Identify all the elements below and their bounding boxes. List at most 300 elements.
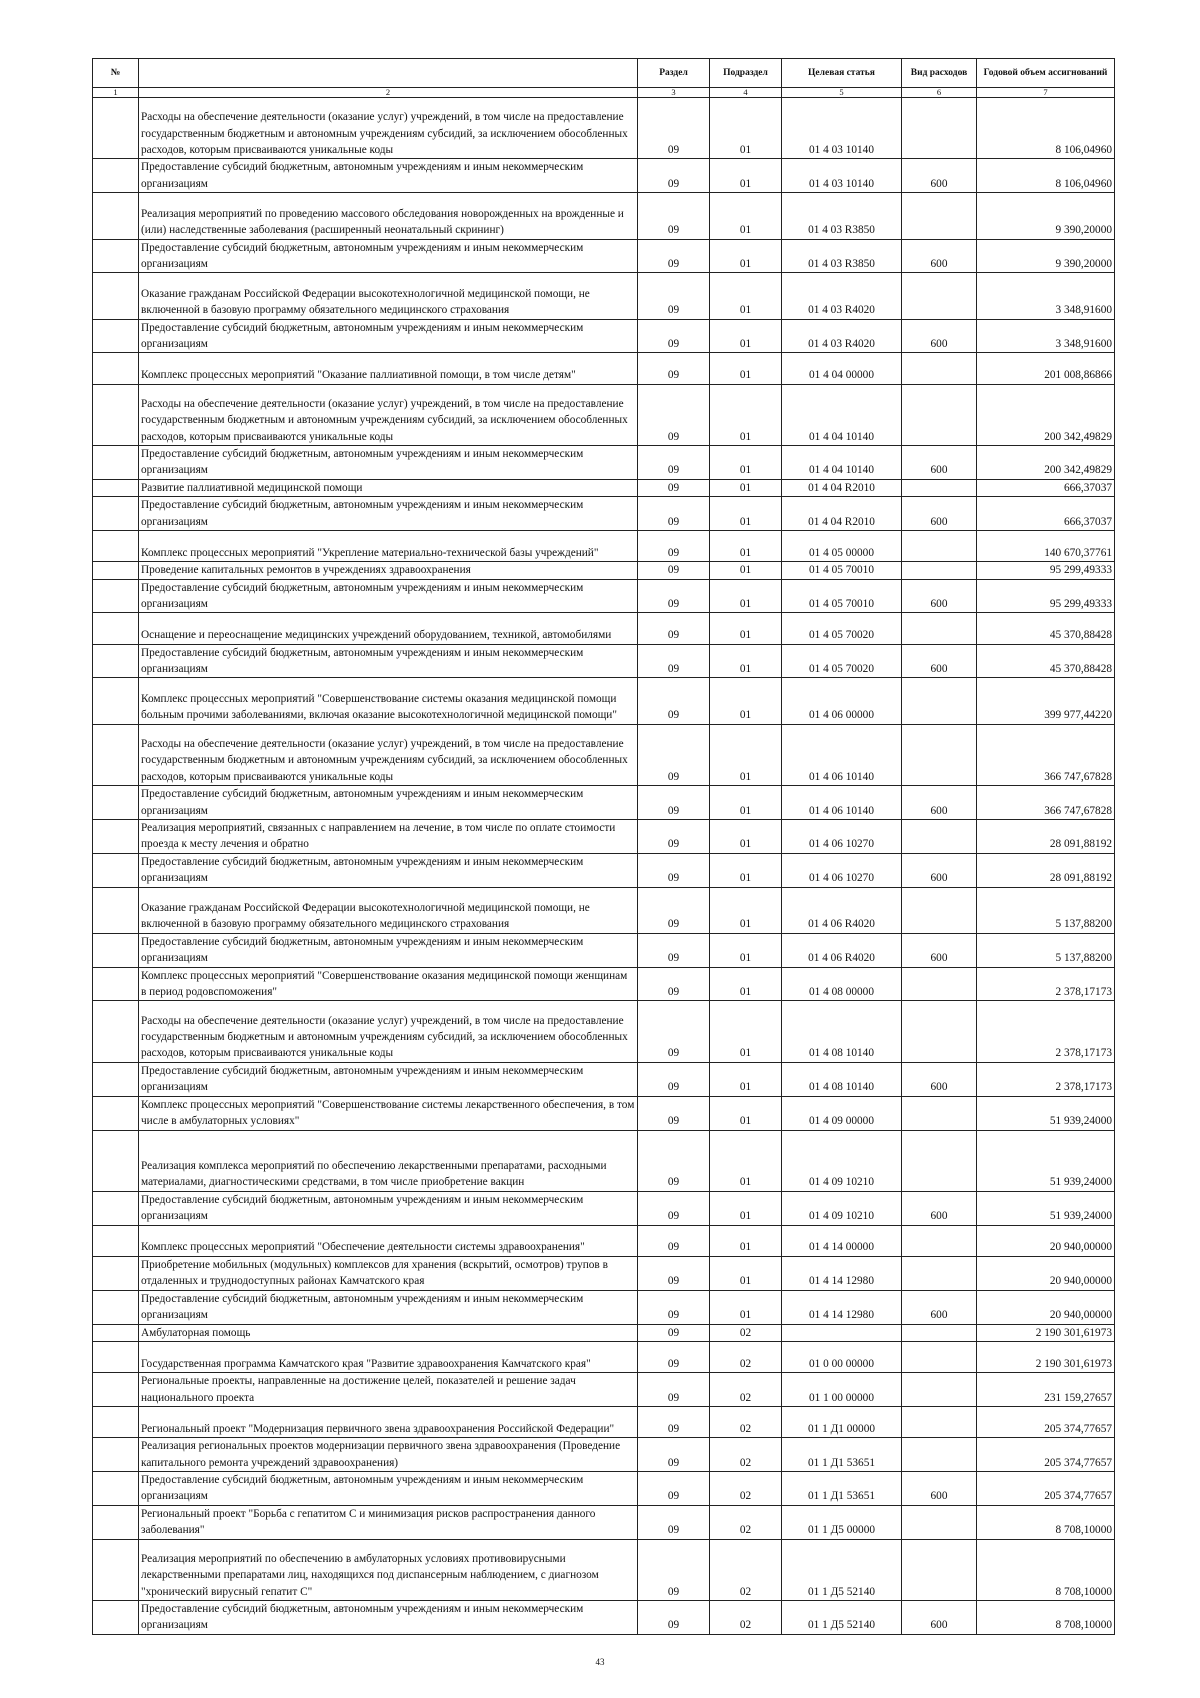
row-target-article-cell: 01 4 04 10140 — [782, 446, 902, 480]
table-row — [93, 1256, 1115, 1290]
row-target-article-cell: 01 4 08 10140 — [782, 1001, 902, 1062]
row-section-cell: 09 — [638, 159, 710, 193]
row-target-article-cell: 01 4 06 10270 — [782, 853, 902, 887]
table-row — [93, 1539, 1115, 1600]
row-section-cell: 09 — [638, 273, 710, 319]
row-target-article-cell: 01 4 04 00000 — [782, 353, 902, 384]
row-number-cell — [93, 159, 139, 193]
row-section-cell: 09 — [638, 531, 710, 562]
row-expense-type-cell — [902, 724, 977, 785]
row-subsection-cell: 01 — [710, 1225, 782, 1256]
row-subsection-cell: 01 — [710, 1096, 782, 1130]
row-section-cell: 09 — [638, 1505, 710, 1539]
row-target-article-cell: 01 4 03 R3850 — [782, 239, 902, 273]
row-name-cell: Предоставление субсидий бюджетным, автономным учреждениям и иным некоммерческим организациям — [139, 786, 638, 820]
row-subsection-cell: 01 — [710, 98, 782, 159]
row-section-cell: 09 — [638, 479, 710, 496]
row-expense-type-cell — [902, 1324, 977, 1341]
row-amount-cell: 666,37037 — [977, 497, 1115, 531]
header-annual-amount: Годовой объем ассигнований — [977, 59, 1115, 88]
row-amount-cell: 8 106,04960 — [977, 159, 1115, 193]
row-name-cell: Оказание гражданам Российской Федерации высокотехнологичной медицинской помощи, не включенной в базовую программу обязательного медицинского страхования — [139, 887, 638, 933]
row-subsection-cell: 01 — [710, 1191, 782, 1225]
row-expense-type-cell: 600 — [902, 497, 977, 531]
row-section-cell: 09 — [638, 724, 710, 785]
table-row — [93, 1225, 1115, 1256]
row-section-cell: 09 — [638, 786, 710, 820]
row-number-cell — [93, 724, 139, 785]
column-number: 2 — [139, 88, 638, 98]
row-target-article-cell: 01 4 03 R3850 — [782, 193, 902, 239]
header-subsection: Подраздел — [710, 59, 782, 88]
row-section-cell: 09 — [638, 678, 710, 724]
row-amount-cell: 8 106,04960 — [977, 98, 1115, 159]
row-amount-cell: 200 342,49829 — [977, 446, 1115, 480]
row-amount-cell: 45 370,88428 — [977, 613, 1115, 644]
row-number-cell — [93, 562, 139, 579]
row-number-cell — [93, 678, 139, 724]
row-number-cell — [93, 384, 139, 445]
table-row — [93, 531, 1115, 562]
table-row — [93, 1373, 1115, 1407]
row-section-cell: 09 — [638, 1001, 710, 1062]
row-section-cell: 09 — [638, 1096, 710, 1130]
row-amount-cell: 2 378,17173 — [977, 1062, 1115, 1096]
row-target-article-cell: 01 1 Д5 52140 — [782, 1539, 902, 1600]
row-name-cell: Региональный проект "Модернизация первичного звена здравоохранения Российской Федерации" — [139, 1406, 638, 1437]
row-section-cell: 09 — [638, 1341, 710, 1372]
row-number-cell — [93, 1539, 139, 1600]
row-subsection-cell: 01 — [710, 1062, 782, 1096]
row-name-cell: Предоставление субсидий бюджетным, автономным учреждениям и иным некоммерческим организациям — [139, 446, 638, 480]
row-number-cell — [93, 353, 139, 384]
row-amount-cell: 51 939,24000 — [977, 1130, 1115, 1191]
row-target-article-cell — [782, 1324, 902, 1341]
row-expense-type-cell — [902, 678, 977, 724]
row-number-cell — [93, 1471, 139, 1505]
row-subsection-cell: 01 — [710, 159, 782, 193]
row-target-article-cell: 01 4 14 12980 — [782, 1256, 902, 1290]
row-target-article-cell: 01 1 00 00000 — [782, 1373, 902, 1407]
row-target-article-cell: 01 4 09 00000 — [782, 1096, 902, 1130]
table-row — [93, 1438, 1115, 1472]
row-amount-cell: 201 008,86866 — [977, 353, 1115, 384]
table-row — [93, 1600, 1115, 1634]
document-page — [92, 58, 1114, 1635]
row-section-cell: 09 — [638, 644, 710, 678]
row-number-cell — [93, 887, 139, 933]
row-name-cell: Проведение капитальных ремонтов в учреждениях здравоохранения — [139, 562, 638, 579]
row-expense-type-cell — [902, 1256, 977, 1290]
row-subsection-cell: 02 — [710, 1324, 782, 1341]
row-expense-type-cell: 600 — [902, 933, 977, 967]
table-row — [93, 887, 1115, 933]
row-section-cell: 09 — [638, 1438, 710, 1472]
row-target-article-cell: 01 4 04 10140 — [782, 384, 902, 445]
row-target-article-cell: 01 4 03 10140 — [782, 159, 902, 193]
table-row — [93, 384, 1115, 445]
row-amount-cell: 20 940,00000 — [977, 1290, 1115, 1324]
row-subsection-cell: 02 — [710, 1600, 782, 1634]
row-amount-cell: 9 390,20000 — [977, 239, 1115, 273]
row-expense-type-cell: 600 — [902, 1290, 977, 1324]
row-section-cell: 09 — [638, 1539, 710, 1600]
row-subsection-cell: 01 — [710, 1130, 782, 1191]
row-subsection-cell: 01 — [710, 446, 782, 480]
row-amount-cell: 666,37037 — [977, 479, 1115, 496]
row-number-cell — [93, 98, 139, 159]
row-amount-cell: 28 091,88192 — [977, 819, 1115, 853]
row-number-cell — [93, 273, 139, 319]
row-amount-cell: 51 939,24000 — [977, 1191, 1115, 1225]
row-subsection-cell: 01 — [710, 644, 782, 678]
row-target-article-cell: 01 4 05 70020 — [782, 613, 902, 644]
row-subsection-cell: 01 — [710, 193, 782, 239]
row-section-cell: 09 — [638, 1191, 710, 1225]
row-amount-cell: 20 940,00000 — [977, 1256, 1115, 1290]
row-section-cell: 09 — [638, 1225, 710, 1256]
row-expense-type-cell — [902, 1539, 977, 1600]
row-name-cell: Предоставление субсидий бюджетным, автономным учреждениям и иным некоммерческим организациям — [139, 319, 638, 353]
row-section-cell: 09 — [638, 579, 710, 613]
row-name-cell: Предоставление субсидий бюджетным, автономным учреждениям и иным некоммерческим организациям — [139, 644, 638, 678]
budget-table — [92, 58, 1115, 1635]
row-amount-cell: 20 940,00000 — [977, 1225, 1115, 1256]
row-target-article-cell: 01 4 09 10210 — [782, 1130, 902, 1191]
row-expense-type-cell — [902, 1225, 977, 1256]
table-row — [93, 239, 1115, 273]
row-target-article-cell: 01 4 09 10210 — [782, 1191, 902, 1225]
row-amount-cell: 2 190 301,61973 — [977, 1341, 1115, 1372]
row-subsection-cell: 01 — [710, 1001, 782, 1062]
row-number-cell — [93, 644, 139, 678]
table-row — [93, 678, 1115, 724]
row-section-cell: 09 — [638, 1256, 710, 1290]
row-subsection-cell: 01 — [710, 967, 782, 1001]
row-section-cell: 09 — [638, 193, 710, 239]
table-row — [93, 1001, 1115, 1062]
column-number-row — [93, 88, 1115, 98]
row-name-cell: Предоставление субсидий бюджетным, автономным учреждениям и иным некоммерческим организациям — [139, 853, 638, 887]
table-row — [93, 724, 1115, 785]
row-subsection-cell: 01 — [710, 613, 782, 644]
row-expense-type-cell — [902, 479, 977, 496]
row-target-article-cell: 01 4 04 R2010 — [782, 479, 902, 496]
table-row — [93, 273, 1115, 319]
row-section-cell: 09 — [638, 1406, 710, 1437]
row-target-article-cell: 01 4 14 00000 — [782, 1225, 902, 1256]
row-name-cell: Расходы на обеспечение деятельности (оказание услуг) учреждений, в том числе на предоставление государственным бюджетным и автономным учреждениям субсидий, за исключением обособленных расходов, которым присваиваются уникальные коды — [139, 724, 638, 785]
row-amount-cell: 5 137,88200 — [977, 887, 1115, 933]
table-row — [93, 1341, 1115, 1372]
table-row — [93, 193, 1115, 239]
row-amount-cell: 205 374,77657 — [977, 1438, 1115, 1472]
row-expense-type-cell — [902, 1096, 977, 1130]
row-amount-cell: 205 374,77657 — [977, 1406, 1115, 1437]
row-expense-type-cell — [902, 193, 977, 239]
row-name-cell: Предоставление субсидий бюджетным, автономным учреждениям и иным некоммерческим организациям — [139, 1471, 638, 1505]
row-expense-type-cell — [902, 613, 977, 644]
row-target-article-cell: 01 0 00 00000 — [782, 1341, 902, 1372]
row-amount-cell: 366 747,67828 — [977, 786, 1115, 820]
table-row — [93, 1406, 1115, 1437]
row-target-article-cell: 01 4 06 R4020 — [782, 933, 902, 967]
row-amount-cell: 140 670,37761 — [977, 531, 1115, 562]
row-subsection-cell: 01 — [710, 319, 782, 353]
row-name-cell: Комплекс процессных мероприятий "Оказание паллиативной помощи, в том числе детям" — [139, 353, 638, 384]
row-section-cell: 09 — [638, 1373, 710, 1407]
row-name-cell: Региональный проект "Борьба с гепатитом С и минимизация рисков распространения данного заболевания" — [139, 1505, 638, 1539]
row-number-cell — [93, 1191, 139, 1225]
row-number-cell — [93, 446, 139, 480]
row-number-cell — [93, 319, 139, 353]
column-number: 1 — [93, 88, 139, 98]
row-name-cell: Предоставление субсидий бюджетным, автономным учреждениям и иным некоммерческим организациям — [139, 239, 638, 273]
row-expense-type-cell: 600 — [902, 446, 977, 480]
row-name-cell: Расходы на обеспечение деятельности (оказание услуг) учреждений, в том числе на предоставление государственным бюджетным и автономным учреждениям субсидий, за исключением обособленных расходов, которым присваиваются уникальные коды — [139, 384, 638, 445]
row-number-cell — [93, 819, 139, 853]
row-section-cell: 09 — [638, 446, 710, 480]
row-section-cell: 09 — [638, 613, 710, 644]
row-subsection-cell: 01 — [710, 724, 782, 785]
row-expense-type-cell: 600 — [902, 786, 977, 820]
row-expense-type-cell: 600 — [902, 1600, 977, 1634]
table-header-row — [93, 59, 1115, 88]
row-name-cell: Приобретение мобильных (модульных) комплексов для хранения (вскрытий, осмотров) трупов в отдаленных и труднодоступных районах Камчатского края — [139, 1256, 638, 1290]
row-target-article-cell: 01 4 03 10140 — [782, 98, 902, 159]
row-target-article-cell: 01 4 14 12980 — [782, 1290, 902, 1324]
row-name-cell: Региональные проекты, направленные на достижение целей, показателей и решение задач национального проекта — [139, 1373, 638, 1407]
row-name-cell: Реализация мероприятий по обеспечению в амбулаторных условиях противовирусными лекарственными препаратами лиц, находящихся под диспансерным наблюдением, с диагнозом "хронический вирусный гепатит С" — [139, 1539, 638, 1600]
row-expense-type-cell: 600 — [902, 579, 977, 613]
table-row — [93, 1471, 1115, 1505]
row-name-cell: Реализация комплекса мероприятий по обеспечению лекарственными препаратами, расходными материалами, диагностическими средствами, в том числе приобретение вакцин — [139, 1130, 638, 1191]
row-name-cell: Комплекс процессных мероприятий "Обеспечение деятельности системы здравоохранения" — [139, 1225, 638, 1256]
row-section-cell: 09 — [638, 1290, 710, 1324]
table-body — [93, 98, 1115, 1635]
row-target-article-cell: 01 4 03 R4020 — [782, 319, 902, 353]
row-expense-type-cell: 600 — [902, 1191, 977, 1225]
table-row — [93, 446, 1115, 480]
row-target-article-cell: 01 4 08 00000 — [782, 967, 902, 1001]
row-name-cell: Оказание гражданам Российской Федерации высокотехнологичной медицинской помощи, не включенной в базовую программу обязательного медицинского страхования — [139, 273, 638, 319]
row-expense-type-cell — [902, 967, 977, 1001]
row-name-cell: Предоставление субсидий бюджетным, автономным учреждениям и иным некоммерческим организациям — [139, 497, 638, 531]
row-amount-cell: 8 708,10000 — [977, 1505, 1115, 1539]
row-subsection-cell: 02 — [710, 1438, 782, 1472]
row-name-cell: Комплекс процессных мероприятий "Совершенствование системы лекарственного обеспечения, в том числе в амбулаторных условиях" — [139, 1096, 638, 1130]
row-target-article-cell: 01 1 Д1 53651 — [782, 1438, 902, 1472]
row-subsection-cell: 01 — [710, 479, 782, 496]
row-target-article-cell: 01 4 08 10140 — [782, 1062, 902, 1096]
row-expense-type-cell — [902, 1438, 977, 1472]
row-section-cell: 09 — [638, 562, 710, 579]
row-expense-type-cell — [902, 562, 977, 579]
header-section: Раздел — [638, 59, 710, 88]
row-section-cell: 09 — [638, 1324, 710, 1341]
row-expense-type-cell: 600 — [902, 1062, 977, 1096]
row-number-cell — [93, 1290, 139, 1324]
row-number-cell — [93, 1373, 139, 1407]
row-name-cell: Реализация мероприятий, связанных с направлением на лечение, в том числе по оплате стоимости проезда к месту лечения и обратно — [139, 819, 638, 853]
row-expense-type-cell — [902, 1373, 977, 1407]
row-expense-type-cell: 600 — [902, 239, 977, 273]
row-name-cell: Реализация региональных проектов модернизации первичного звена здравоохранения (Проведение капитального ремонта учреждений здравоохранения) — [139, 1438, 638, 1472]
row-amount-cell: 5 137,88200 — [977, 933, 1115, 967]
row-subsection-cell: 02 — [710, 1539, 782, 1600]
row-section-cell: 09 — [638, 497, 710, 531]
row-expense-type-cell — [902, 887, 977, 933]
row-expense-type-cell — [902, 1505, 977, 1539]
row-section-cell: 09 — [638, 1062, 710, 1096]
row-expense-type-cell — [902, 273, 977, 319]
header-number: № — [93, 59, 139, 88]
row-subsection-cell: 01 — [710, 562, 782, 579]
row-subsection-cell: 01 — [710, 819, 782, 853]
row-number-cell — [93, 1062, 139, 1096]
header-expense-type: Вид расходов — [902, 59, 977, 88]
table-row — [93, 319, 1115, 353]
table-row — [93, 562, 1115, 579]
row-expense-type-cell — [902, 1341, 977, 1372]
row-name-cell: Комплекс процессных мероприятий "Совершенствование оказания медицинской помощи женщинам в период родовспоможения" — [139, 967, 638, 1001]
row-amount-cell: 95 299,49333 — [977, 562, 1115, 579]
row-subsection-cell: 01 — [710, 273, 782, 319]
table-row — [93, 933, 1115, 967]
row-subsection-cell: 01 — [710, 786, 782, 820]
row-name-cell: Предоставление субсидий бюджетным, автономным учреждениям и иным некоммерческим организациям — [139, 1290, 638, 1324]
row-section-cell: 09 — [638, 967, 710, 1001]
table-row — [93, 1324, 1115, 1341]
row-number-cell — [93, 193, 139, 239]
row-subsection-cell: 01 — [710, 353, 782, 384]
row-name-cell: Расходы на обеспечение деятельности (оказание услуг) учреждений, в том числе на предоставление государственным бюджетным и автономным учреждениям субсидий, за исключением обособленных расходов, которым присваиваются уникальные коды — [139, 98, 638, 159]
row-subsection-cell: 01 — [710, 579, 782, 613]
row-subsection-cell: 02 — [710, 1471, 782, 1505]
row-amount-cell: 45 370,88428 — [977, 644, 1115, 678]
table-row — [93, 497, 1115, 531]
column-number: 3 — [638, 88, 710, 98]
table-row — [93, 98, 1115, 159]
table-row — [93, 1505, 1115, 1539]
row-number-cell — [93, 1341, 139, 1372]
page-number: 43 — [595, 1657, 605, 1667]
row-section-cell: 09 — [638, 887, 710, 933]
row-name-cell: Развитие паллиативной медицинской помощи — [139, 479, 638, 496]
row-section-cell: 09 — [638, 319, 710, 353]
row-number-cell — [93, 1600, 139, 1634]
row-number-cell — [93, 786, 139, 820]
table-row — [93, 1191, 1115, 1225]
row-expense-type-cell: 600 — [902, 159, 977, 193]
row-subsection-cell: 01 — [710, 933, 782, 967]
row-name-cell: Комплекс процессных мероприятий "Совершенствование системы оказания медицинской помощи больным прочими заболеваниями, включая оказание высокотехнологичной медицинской помощи" — [139, 678, 638, 724]
table-row — [93, 353, 1115, 384]
row-section-cell: 09 — [638, 853, 710, 887]
row-amount-cell: 51 939,24000 — [977, 1096, 1115, 1130]
row-name-cell: Государственная программа Камчатского края "Развитие здравоохранения Камчатского края" — [139, 1341, 638, 1372]
table-row — [93, 1130, 1115, 1191]
row-subsection-cell: 02 — [710, 1505, 782, 1539]
row-amount-cell: 366 747,67828 — [977, 724, 1115, 785]
row-number-cell — [93, 1096, 139, 1130]
row-section-cell: 09 — [638, 384, 710, 445]
row-number-cell — [93, 1324, 139, 1341]
table-row — [93, 1096, 1115, 1130]
row-section-cell: 09 — [638, 239, 710, 273]
header-target-article: Целевая статья — [782, 59, 902, 88]
table-row — [93, 159, 1115, 193]
row-section-cell: 09 — [638, 1130, 710, 1191]
row-subsection-cell: 01 — [710, 678, 782, 724]
row-number-cell — [93, 1505, 139, 1539]
table-row — [93, 786, 1115, 820]
row-expense-type-cell — [902, 384, 977, 445]
row-section-cell: 09 — [638, 819, 710, 853]
table-row — [93, 967, 1115, 1001]
row-number-cell — [93, 1001, 139, 1062]
row-expense-type-cell — [902, 531, 977, 562]
row-target-article-cell: 01 1 Д1 00000 — [782, 1406, 902, 1437]
row-section-cell: 09 — [638, 1471, 710, 1505]
row-target-article-cell: 01 4 05 70010 — [782, 579, 902, 613]
row-number-cell — [93, 1256, 139, 1290]
row-number-cell — [93, 1438, 139, 1472]
row-subsection-cell: 01 — [710, 497, 782, 531]
row-name-cell: Оснащение и переоснащение медицинских учреждений оборудованием, техникой, автомобилями — [139, 613, 638, 644]
row-name-cell: Предоставление субсидий бюджетным, автономным учреждениям и иным некоммерческим организациям — [139, 159, 638, 193]
row-subsection-cell: 01 — [710, 1256, 782, 1290]
column-number: 5 — [782, 88, 902, 98]
row-target-article-cell: 01 4 06 10140 — [782, 724, 902, 785]
row-amount-cell: 28 091,88192 — [977, 853, 1115, 887]
row-amount-cell: 231 159,27657 — [977, 1373, 1115, 1407]
row-expense-type-cell — [902, 353, 977, 384]
row-section-cell: 09 — [638, 353, 710, 384]
row-amount-cell: 3 348,91600 — [977, 319, 1115, 353]
row-expense-type-cell: 600 — [902, 644, 977, 678]
row-target-article-cell: 01 4 06 10140 — [782, 786, 902, 820]
row-target-article-cell: 01 4 03 R4020 — [782, 273, 902, 319]
column-number: 4 — [710, 88, 782, 98]
row-subsection-cell: 02 — [710, 1341, 782, 1372]
row-expense-type-cell — [902, 98, 977, 159]
row-subsection-cell: 01 — [710, 1290, 782, 1324]
row-amount-cell: 3 348,91600 — [977, 273, 1115, 319]
row-expense-type-cell — [902, 1130, 977, 1191]
row-expense-type-cell — [902, 1001, 977, 1062]
row-number-cell — [93, 579, 139, 613]
column-number: 6 — [902, 88, 977, 98]
row-target-article-cell: 01 4 05 70010 — [782, 562, 902, 579]
row-number-cell — [93, 933, 139, 967]
row-subsection-cell: 02 — [710, 1373, 782, 1407]
row-subsection-cell: 01 — [710, 239, 782, 273]
row-expense-type-cell: 600 — [902, 319, 977, 353]
row-name-cell: Предоставление субсидий бюджетным, автономным учреждениям и иным некоммерческим организациям — [139, 933, 638, 967]
row-amount-cell: 205 374,77657 — [977, 1471, 1115, 1505]
row-name-cell: Расходы на обеспечение деятельности (оказание услуг) учреждений, в том числе на предоставление государственным бюджетным и автономным учреждениям субсидий, за исключением обособленных расходов, которым присваиваются уникальные коды — [139, 1001, 638, 1062]
row-subsection-cell: 01 — [710, 853, 782, 887]
row-number-cell — [93, 239, 139, 273]
row-name-cell: Предоставление субсидий бюджетным, автономным учреждениям и иным некоммерческим организациям — [139, 1062, 638, 1096]
row-expense-type-cell: 600 — [902, 853, 977, 887]
row-number-cell — [93, 1130, 139, 1191]
row-name-cell: Амбулаторная помощь — [139, 1324, 638, 1341]
row-expense-type-cell: 600 — [902, 1471, 977, 1505]
row-name-cell: Предоставление субсидий бюджетным, автономным учреждениям и иным некоммерческим организациям — [139, 1600, 638, 1634]
row-name-cell: Предоставление субсидий бюджетным, автономным учреждениям и иным некоммерческим организациям — [139, 1191, 638, 1225]
